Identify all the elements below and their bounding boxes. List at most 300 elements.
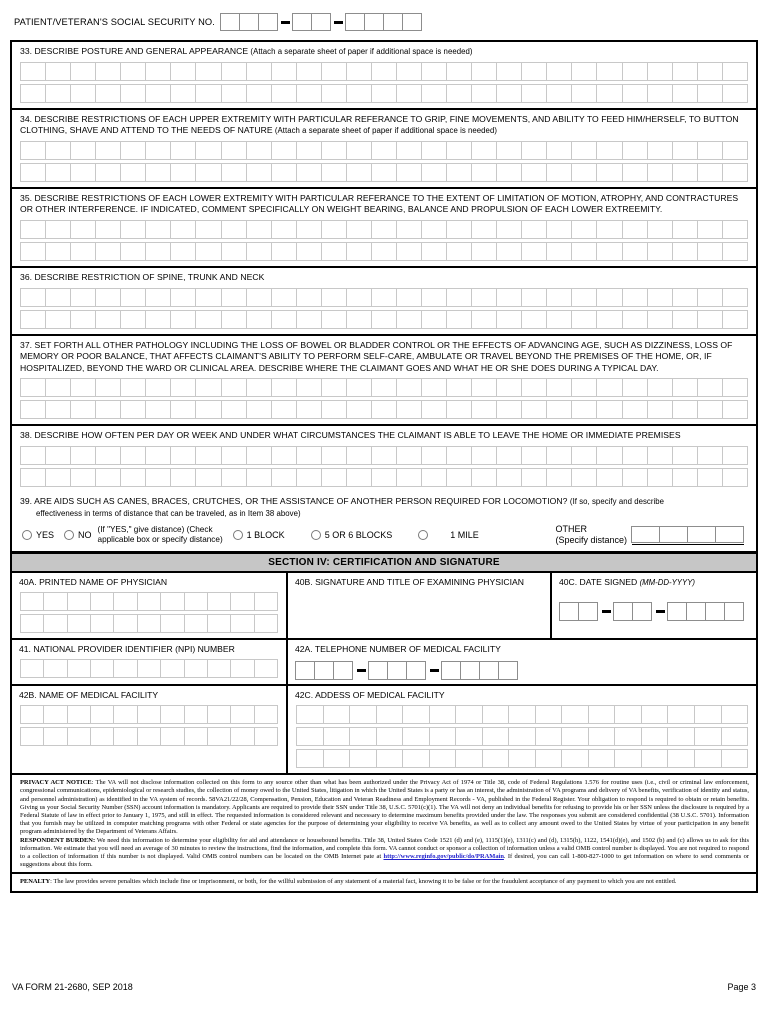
comb-cell[interactable] bbox=[297, 379, 322, 396]
comb-cell[interactable] bbox=[623, 289, 648, 306]
comb-cell[interactable] bbox=[648, 311, 673, 328]
comb-cell[interactable] bbox=[297, 289, 322, 306]
comb-cell[interactable] bbox=[222, 164, 247, 181]
other-distance-input[interactable] bbox=[632, 526, 744, 545]
segment-cell[interactable] bbox=[387, 661, 407, 680]
comb-cell[interactable] bbox=[208, 728, 231, 745]
comb-cell[interactable] bbox=[673, 164, 698, 181]
comb-cell[interactable] bbox=[222, 243, 247, 260]
comb-cell[interactable] bbox=[21, 401, 46, 418]
comb-cell[interactable] bbox=[171, 243, 196, 260]
comb-cell[interactable] bbox=[723, 221, 747, 238]
comb-cell[interactable] bbox=[372, 164, 397, 181]
comb-cell[interactable] bbox=[196, 85, 221, 102]
comb-cell[interactable] bbox=[71, 142, 96, 159]
comb-cell[interactable] bbox=[562, 750, 589, 767]
comb-cell[interactable] bbox=[71, 164, 96, 181]
comb-cell[interactable] bbox=[456, 750, 483, 767]
comb-cell[interactable] bbox=[46, 221, 71, 238]
comb-cell[interactable] bbox=[96, 63, 121, 80]
comb-cell[interactable] bbox=[615, 706, 642, 723]
comb-cell[interactable] bbox=[322, 63, 347, 80]
comb-cell[interactable] bbox=[472, 85, 497, 102]
comb-cell[interactable] bbox=[522, 401, 547, 418]
comb-cell[interactable] bbox=[138, 660, 161, 677]
comb-cell[interactable] bbox=[698, 311, 723, 328]
comb-cell[interactable] bbox=[472, 379, 497, 396]
comb-cell[interactable] bbox=[21, 660, 44, 677]
comb-cell[interactable] bbox=[648, 221, 673, 238]
radio-option-1-mile[interactable] bbox=[418, 530, 479, 540]
comb-cell[interactable] bbox=[648, 469, 673, 486]
comb-cell[interactable] bbox=[623, 401, 648, 418]
segment-cell[interactable] bbox=[632, 602, 652, 621]
comb-cell[interactable] bbox=[324, 728, 351, 745]
comb-cell[interactable] bbox=[114, 615, 137, 632]
comb-cell[interactable] bbox=[68, 615, 91, 632]
comb-cell[interactable] bbox=[297, 447, 322, 464]
comb-cell[interactable] bbox=[146, 221, 171, 238]
comb-cell[interactable] bbox=[46, 401, 71, 418]
field-40c-date-input[interactable] bbox=[552, 590, 756, 625]
radio-no-icon[interactable] bbox=[64, 530, 74, 540]
comb-cell[interactable] bbox=[297, 243, 322, 260]
comb-cell[interactable] bbox=[497, 469, 522, 486]
comb-cell[interactable] bbox=[46, 85, 71, 102]
comb-cell[interactable] bbox=[522, 379, 547, 396]
comb-cell[interactable] bbox=[372, 469, 397, 486]
comb-row[interactable] bbox=[20, 705, 278, 724]
comb-cell[interactable] bbox=[96, 447, 121, 464]
segment-cell[interactable] bbox=[402, 13, 422, 31]
comb-cell[interactable] bbox=[547, 142, 572, 159]
comb-cell[interactable] bbox=[121, 243, 146, 260]
comb-cell[interactable] bbox=[698, 401, 723, 418]
comb-cell[interactable] bbox=[96, 142, 121, 159]
comb-cell[interactable] bbox=[623, 221, 648, 238]
comb-cell[interactable] bbox=[96, 164, 121, 181]
comb-cell[interactable] bbox=[121, 311, 146, 328]
comb-cell[interactable] bbox=[247, 311, 272, 328]
comb-cell[interactable] bbox=[44, 660, 67, 677]
comb-cell[interactable] bbox=[196, 289, 221, 306]
comb-cell[interactable] bbox=[255, 615, 277, 632]
comb-cell[interactable] bbox=[397, 164, 422, 181]
comb-cell[interactable] bbox=[547, 469, 572, 486]
comb-cell[interactable] bbox=[509, 728, 536, 745]
comb-cell[interactable] bbox=[547, 401, 572, 418]
comb-cell[interactable] bbox=[21, 289, 46, 306]
comb-cell[interactable] bbox=[96, 221, 121, 238]
comb-row[interactable] bbox=[20, 378, 748, 397]
comb-cell[interactable] bbox=[723, 243, 747, 260]
comb-cell[interactable] bbox=[347, 289, 372, 306]
comb-cell[interactable] bbox=[46, 164, 71, 181]
comb-cell[interactable] bbox=[297, 221, 322, 238]
comb-cell[interactable] bbox=[91, 615, 114, 632]
comb-cell[interactable] bbox=[422, 447, 447, 464]
comb-cell[interactable] bbox=[447, 63, 472, 80]
comb-cell[interactable] bbox=[509, 750, 536, 767]
comb-cell[interactable] bbox=[185, 728, 208, 745]
comb-cell[interactable] bbox=[623, 311, 648, 328]
comb-cell[interactable] bbox=[397, 63, 422, 80]
comb-cell[interactable] bbox=[397, 85, 422, 102]
comb-cell[interactable] bbox=[71, 311, 96, 328]
comb-cell[interactable] bbox=[196, 379, 221, 396]
field-40b-signature-area[interactable] bbox=[288, 590, 550, 636]
comb-cell[interactable] bbox=[247, 447, 272, 464]
comb-cell[interactable] bbox=[91, 728, 114, 745]
comb-cell[interactable] bbox=[522, 469, 547, 486]
comb-cell[interactable] bbox=[68, 728, 91, 745]
comb-cell[interactable] bbox=[208, 660, 231, 677]
comb-cell[interactable] bbox=[536, 706, 563, 723]
comb-row[interactable] bbox=[20, 220, 748, 239]
comb-cell[interactable] bbox=[297, 728, 324, 745]
comb-cell[interactable] bbox=[397, 469, 422, 486]
comb-cell[interactable] bbox=[497, 401, 522, 418]
comb-cell[interactable] bbox=[171, 447, 196, 464]
comb-cell[interactable] bbox=[44, 615, 67, 632]
comb-cell[interactable] bbox=[161, 615, 184, 632]
field-42c-input[interactable] bbox=[288, 703, 756, 773]
comb-cell[interactable] bbox=[272, 447, 297, 464]
comb-cell[interactable] bbox=[121, 142, 146, 159]
comb-cell[interactable] bbox=[272, 401, 297, 418]
comb-cell[interactable] bbox=[422, 142, 447, 159]
comb-cell[interactable] bbox=[447, 289, 472, 306]
comb-cell[interactable] bbox=[297, 311, 322, 328]
comb-cell[interactable] bbox=[397, 311, 422, 328]
comb-row[interactable] bbox=[20, 400, 748, 419]
comb-cell[interactable] bbox=[447, 142, 472, 159]
comb-cell[interactable] bbox=[547, 221, 572, 238]
comb-cell[interactable] bbox=[497, 85, 522, 102]
segment-cell[interactable] bbox=[613, 602, 633, 621]
segment-cell[interactable] bbox=[406, 661, 426, 680]
comb-cell[interactable] bbox=[21, 243, 46, 260]
comb-cell[interactable] bbox=[572, 469, 597, 486]
comb-cell[interactable] bbox=[572, 243, 597, 260]
comb-row[interactable] bbox=[20, 163, 748, 182]
comb-cell[interactable] bbox=[589, 706, 616, 723]
segment-cell[interactable] bbox=[258, 13, 278, 31]
comb-row[interactable] bbox=[20, 310, 748, 329]
comb-cell[interactable] bbox=[547, 85, 572, 102]
comb-cell[interactable] bbox=[403, 728, 430, 745]
comb-cell[interactable] bbox=[71, 85, 96, 102]
comb-cell[interactable] bbox=[572, 379, 597, 396]
segment-cell[interactable] bbox=[368, 661, 388, 680]
comb-cell[interactable] bbox=[71, 243, 96, 260]
comb-cell[interactable] bbox=[121, 469, 146, 486]
comb-cell[interactable] bbox=[324, 750, 351, 767]
comb-cell[interactable] bbox=[615, 728, 642, 745]
comb-cell[interactable] bbox=[161, 706, 184, 723]
comb-cell[interactable] bbox=[231, 593, 254, 610]
comb-cell[interactable] bbox=[673, 379, 698, 396]
field-42a-phone-input[interactable] bbox=[288, 657, 756, 684]
comb-cell[interactable] bbox=[497, 447, 522, 464]
segment-cell[interactable] bbox=[705, 602, 725, 621]
comb-cell[interactable] bbox=[322, 85, 347, 102]
comb-cell[interactable] bbox=[146, 289, 171, 306]
comb-cell[interactable] bbox=[322, 243, 347, 260]
comb-cell[interactable] bbox=[322, 447, 347, 464]
comb-cell[interactable] bbox=[447, 221, 472, 238]
comb-cell[interactable] bbox=[589, 750, 616, 767]
comb-cell[interactable] bbox=[21, 85, 46, 102]
comb-cell[interactable] bbox=[255, 660, 277, 677]
segment-cell[interactable] bbox=[292, 13, 312, 31]
comb-cell[interactable] bbox=[231, 706, 254, 723]
comb-cell[interactable] bbox=[397, 221, 422, 238]
comb-cell[interactable] bbox=[272, 311, 297, 328]
comb-cell[interactable] bbox=[185, 660, 208, 677]
comb-cell[interactable] bbox=[572, 311, 597, 328]
comb-cell[interactable] bbox=[522, 142, 547, 159]
comb-cell[interactable] bbox=[255, 728, 277, 745]
comb-cell[interactable] bbox=[403, 750, 430, 767]
comb-cell[interactable] bbox=[138, 615, 161, 632]
comb-cell[interactable] bbox=[297, 706, 324, 723]
comb-cell[interactable] bbox=[648, 63, 673, 80]
comb-cell[interactable] bbox=[698, 63, 723, 80]
comb-row[interactable] bbox=[296, 705, 748, 724]
comb-cell[interactable] bbox=[497, 311, 522, 328]
comb-cell[interactable] bbox=[121, 221, 146, 238]
comb-cell[interactable] bbox=[372, 85, 397, 102]
comb-cell[interactable] bbox=[146, 379, 171, 396]
pramain-link[interactable]: http://www.reginfo.gov/public/do/PRAMain bbox=[383, 852, 504, 860]
comb-cell[interactable] bbox=[347, 63, 372, 80]
comb-row[interactable] bbox=[296, 749, 748, 768]
comb-cell[interactable] bbox=[397, 142, 422, 159]
comb-cell[interactable] bbox=[673, 221, 698, 238]
comb-cell[interactable] bbox=[430, 706, 457, 723]
comb-cell[interactable] bbox=[447, 164, 472, 181]
comb-cell[interactable] bbox=[46, 142, 71, 159]
comb-row[interactable] bbox=[20, 727, 278, 746]
comb-cell[interactable] bbox=[71, 221, 96, 238]
comb-cell[interactable] bbox=[723, 85, 747, 102]
comb-cell[interactable] bbox=[272, 469, 297, 486]
comb-cell[interactable] bbox=[185, 593, 208, 610]
comb-cell[interactable] bbox=[597, 243, 622, 260]
comb-cell[interactable] bbox=[196, 142, 221, 159]
comb-cell[interactable] bbox=[114, 660, 137, 677]
segment-cell[interactable] bbox=[498, 661, 518, 680]
comb-cell[interactable] bbox=[146, 311, 171, 328]
comb-cell[interactable] bbox=[121, 85, 146, 102]
radio-yes-icon[interactable] bbox=[22, 530, 32, 540]
comb-cell[interactable] bbox=[146, 401, 171, 418]
comb-cell[interactable] bbox=[21, 221, 46, 238]
comb-row[interactable] bbox=[20, 84, 748, 103]
comb-cell[interactable] bbox=[695, 728, 722, 745]
comb-cell[interactable] bbox=[472, 63, 497, 80]
comb-cell[interactable] bbox=[403, 706, 430, 723]
comb-cell[interactable] bbox=[372, 221, 397, 238]
comb-cell[interactable] bbox=[547, 243, 572, 260]
comb-cell[interactable] bbox=[121, 164, 146, 181]
comb-cell[interactable] bbox=[114, 706, 137, 723]
comb-cell[interactable] bbox=[46, 379, 71, 396]
comb-cell[interactable] bbox=[642, 750, 669, 767]
comb-cell[interactable] bbox=[623, 85, 648, 102]
comb-cell[interactable] bbox=[96, 85, 121, 102]
comb-cell[interactable] bbox=[272, 289, 297, 306]
comb-cell[interactable] bbox=[350, 728, 377, 745]
comb-cell[interactable] bbox=[297, 85, 322, 102]
segment-cell[interactable] bbox=[578, 602, 598, 621]
comb-cell[interactable] bbox=[208, 593, 231, 610]
other-distance-field[interactable] bbox=[555, 524, 748, 545]
comb-cell[interactable] bbox=[572, 142, 597, 159]
comb-cell[interactable] bbox=[21, 164, 46, 181]
radio-option-no[interactable] bbox=[64, 530, 92, 540]
comb-cell[interactable] bbox=[71, 447, 96, 464]
segment-cell[interactable] bbox=[333, 661, 353, 680]
comb-cell[interactable] bbox=[536, 728, 563, 745]
comb-cell[interactable] bbox=[272, 243, 297, 260]
comb-cell[interactable] bbox=[21, 728, 44, 745]
comb-cell[interactable] bbox=[208, 706, 231, 723]
comb-cell[interactable] bbox=[547, 289, 572, 306]
segment-cell[interactable] bbox=[220, 13, 240, 31]
comb-cell[interactable] bbox=[247, 142, 272, 159]
comb-cell[interactable] bbox=[71, 401, 96, 418]
segment-cell[interactable] bbox=[311, 13, 331, 31]
comb-cell[interactable] bbox=[96, 311, 121, 328]
comb-cell[interactable] bbox=[247, 401, 272, 418]
comb-cell[interactable] bbox=[322, 221, 347, 238]
comb-cell[interactable] bbox=[447, 243, 472, 260]
comb-cell[interactable] bbox=[522, 221, 547, 238]
comb-cell[interactable] bbox=[21, 706, 44, 723]
comb-cell[interactable] bbox=[146, 447, 171, 464]
comb-cell[interactable] bbox=[146, 243, 171, 260]
comb-cell[interactable] bbox=[247, 221, 272, 238]
comb-cell[interactable] bbox=[272, 85, 297, 102]
comb-cell[interactable] bbox=[196, 221, 221, 238]
comb-cell[interactable] bbox=[615, 750, 642, 767]
comb-cell[interactable] bbox=[171, 401, 196, 418]
comb-cell[interactable] bbox=[397, 379, 422, 396]
comb-cell[interactable] bbox=[146, 469, 171, 486]
comb-cell[interactable] bbox=[483, 750, 510, 767]
comb-cell[interactable] bbox=[171, 142, 196, 159]
comb-cell[interactable] bbox=[698, 469, 723, 486]
comb-cell[interactable] bbox=[597, 142, 622, 159]
comb-cell[interactable] bbox=[695, 750, 722, 767]
comb-cell[interactable] bbox=[472, 311, 497, 328]
segment-cell[interactable] bbox=[460, 661, 480, 680]
comb-cell[interactable] bbox=[196, 447, 221, 464]
comb-cell[interactable] bbox=[522, 289, 547, 306]
comb-cell[interactable] bbox=[347, 401, 372, 418]
comb-cell[interactable] bbox=[522, 63, 547, 80]
comb-cell[interactable] bbox=[723, 289, 747, 306]
comb-cell[interactable] bbox=[509, 706, 536, 723]
comb-cell[interactable] bbox=[347, 469, 372, 486]
comb-cell[interactable] bbox=[68, 660, 91, 677]
comb-cell[interactable] bbox=[673, 469, 698, 486]
comb-cell[interactable] bbox=[255, 593, 277, 610]
comb-cell[interactable] bbox=[668, 750, 695, 767]
comb-row[interactable] bbox=[20, 446, 748, 465]
radio-option-5-or-6-blocks[interactable] bbox=[311, 530, 393, 540]
comb-cell[interactable] bbox=[642, 728, 669, 745]
comb-cell[interactable] bbox=[96, 379, 121, 396]
comb-cell[interactable] bbox=[422, 243, 447, 260]
comb-cell[interactable] bbox=[222, 85, 247, 102]
other-distance-cell[interactable] bbox=[715, 526, 744, 543]
comb-cell[interactable] bbox=[723, 142, 747, 159]
comb-cell[interactable] bbox=[196, 469, 221, 486]
comb-cell[interactable] bbox=[723, 447, 747, 464]
comb-cell[interactable] bbox=[723, 164, 747, 181]
comb-cell[interactable] bbox=[648, 243, 673, 260]
comb-cell[interactable] bbox=[138, 728, 161, 745]
comb-cell[interactable] bbox=[21, 63, 46, 80]
comb-cell[interactable] bbox=[562, 706, 589, 723]
segment-cell[interactable] bbox=[686, 602, 706, 621]
comb-cell[interactable] bbox=[347, 243, 372, 260]
comb-cell[interactable] bbox=[547, 447, 572, 464]
comb-cell[interactable] bbox=[347, 311, 372, 328]
comb-cell[interactable] bbox=[497, 221, 522, 238]
comb-cell[interactable] bbox=[623, 63, 648, 80]
comb-cell[interactable] bbox=[472, 469, 497, 486]
comb-cell[interactable] bbox=[497, 289, 522, 306]
comb-cell[interactable] bbox=[422, 221, 447, 238]
comb-cell[interactable] bbox=[121, 401, 146, 418]
item-38-input[interactable] bbox=[12, 444, 756, 492]
comb-cell[interactable] bbox=[562, 728, 589, 745]
comb-cell[interactable] bbox=[377, 706, 404, 723]
comb-cell[interactable] bbox=[422, 164, 447, 181]
comb-cell[interactable] bbox=[171, 311, 196, 328]
comb-row[interactable] bbox=[20, 288, 748, 307]
comb-cell[interactable] bbox=[91, 706, 114, 723]
comb-cell[interactable] bbox=[272, 221, 297, 238]
comb-cell[interactable] bbox=[372, 447, 397, 464]
comb-cell[interactable] bbox=[623, 379, 648, 396]
comb-cell[interactable] bbox=[297, 63, 322, 80]
comb-cell[interactable] bbox=[668, 706, 695, 723]
segment-cell[interactable] bbox=[441, 661, 461, 680]
comb-cell[interactable] bbox=[648, 142, 673, 159]
comb-cell[interactable] bbox=[372, 379, 397, 396]
comb-cell[interactable] bbox=[196, 401, 221, 418]
comb-cell[interactable] bbox=[522, 447, 547, 464]
comb-row[interactable] bbox=[20, 242, 748, 261]
comb-cell[interactable] bbox=[623, 447, 648, 464]
comb-cell[interactable] bbox=[121, 289, 146, 306]
comb-cell[interactable] bbox=[572, 63, 597, 80]
comb-cell[interactable] bbox=[497, 142, 522, 159]
comb-cell[interactable] bbox=[272, 164, 297, 181]
comb-cell[interactable] bbox=[447, 85, 472, 102]
comb-cell[interactable] bbox=[472, 221, 497, 238]
segment-cell[interactable] bbox=[383, 13, 403, 31]
segment-cell[interactable] bbox=[345, 13, 365, 31]
comb-cell[interactable] bbox=[21, 142, 46, 159]
comb-cell[interactable] bbox=[572, 221, 597, 238]
comb-cell[interactable] bbox=[222, 311, 247, 328]
